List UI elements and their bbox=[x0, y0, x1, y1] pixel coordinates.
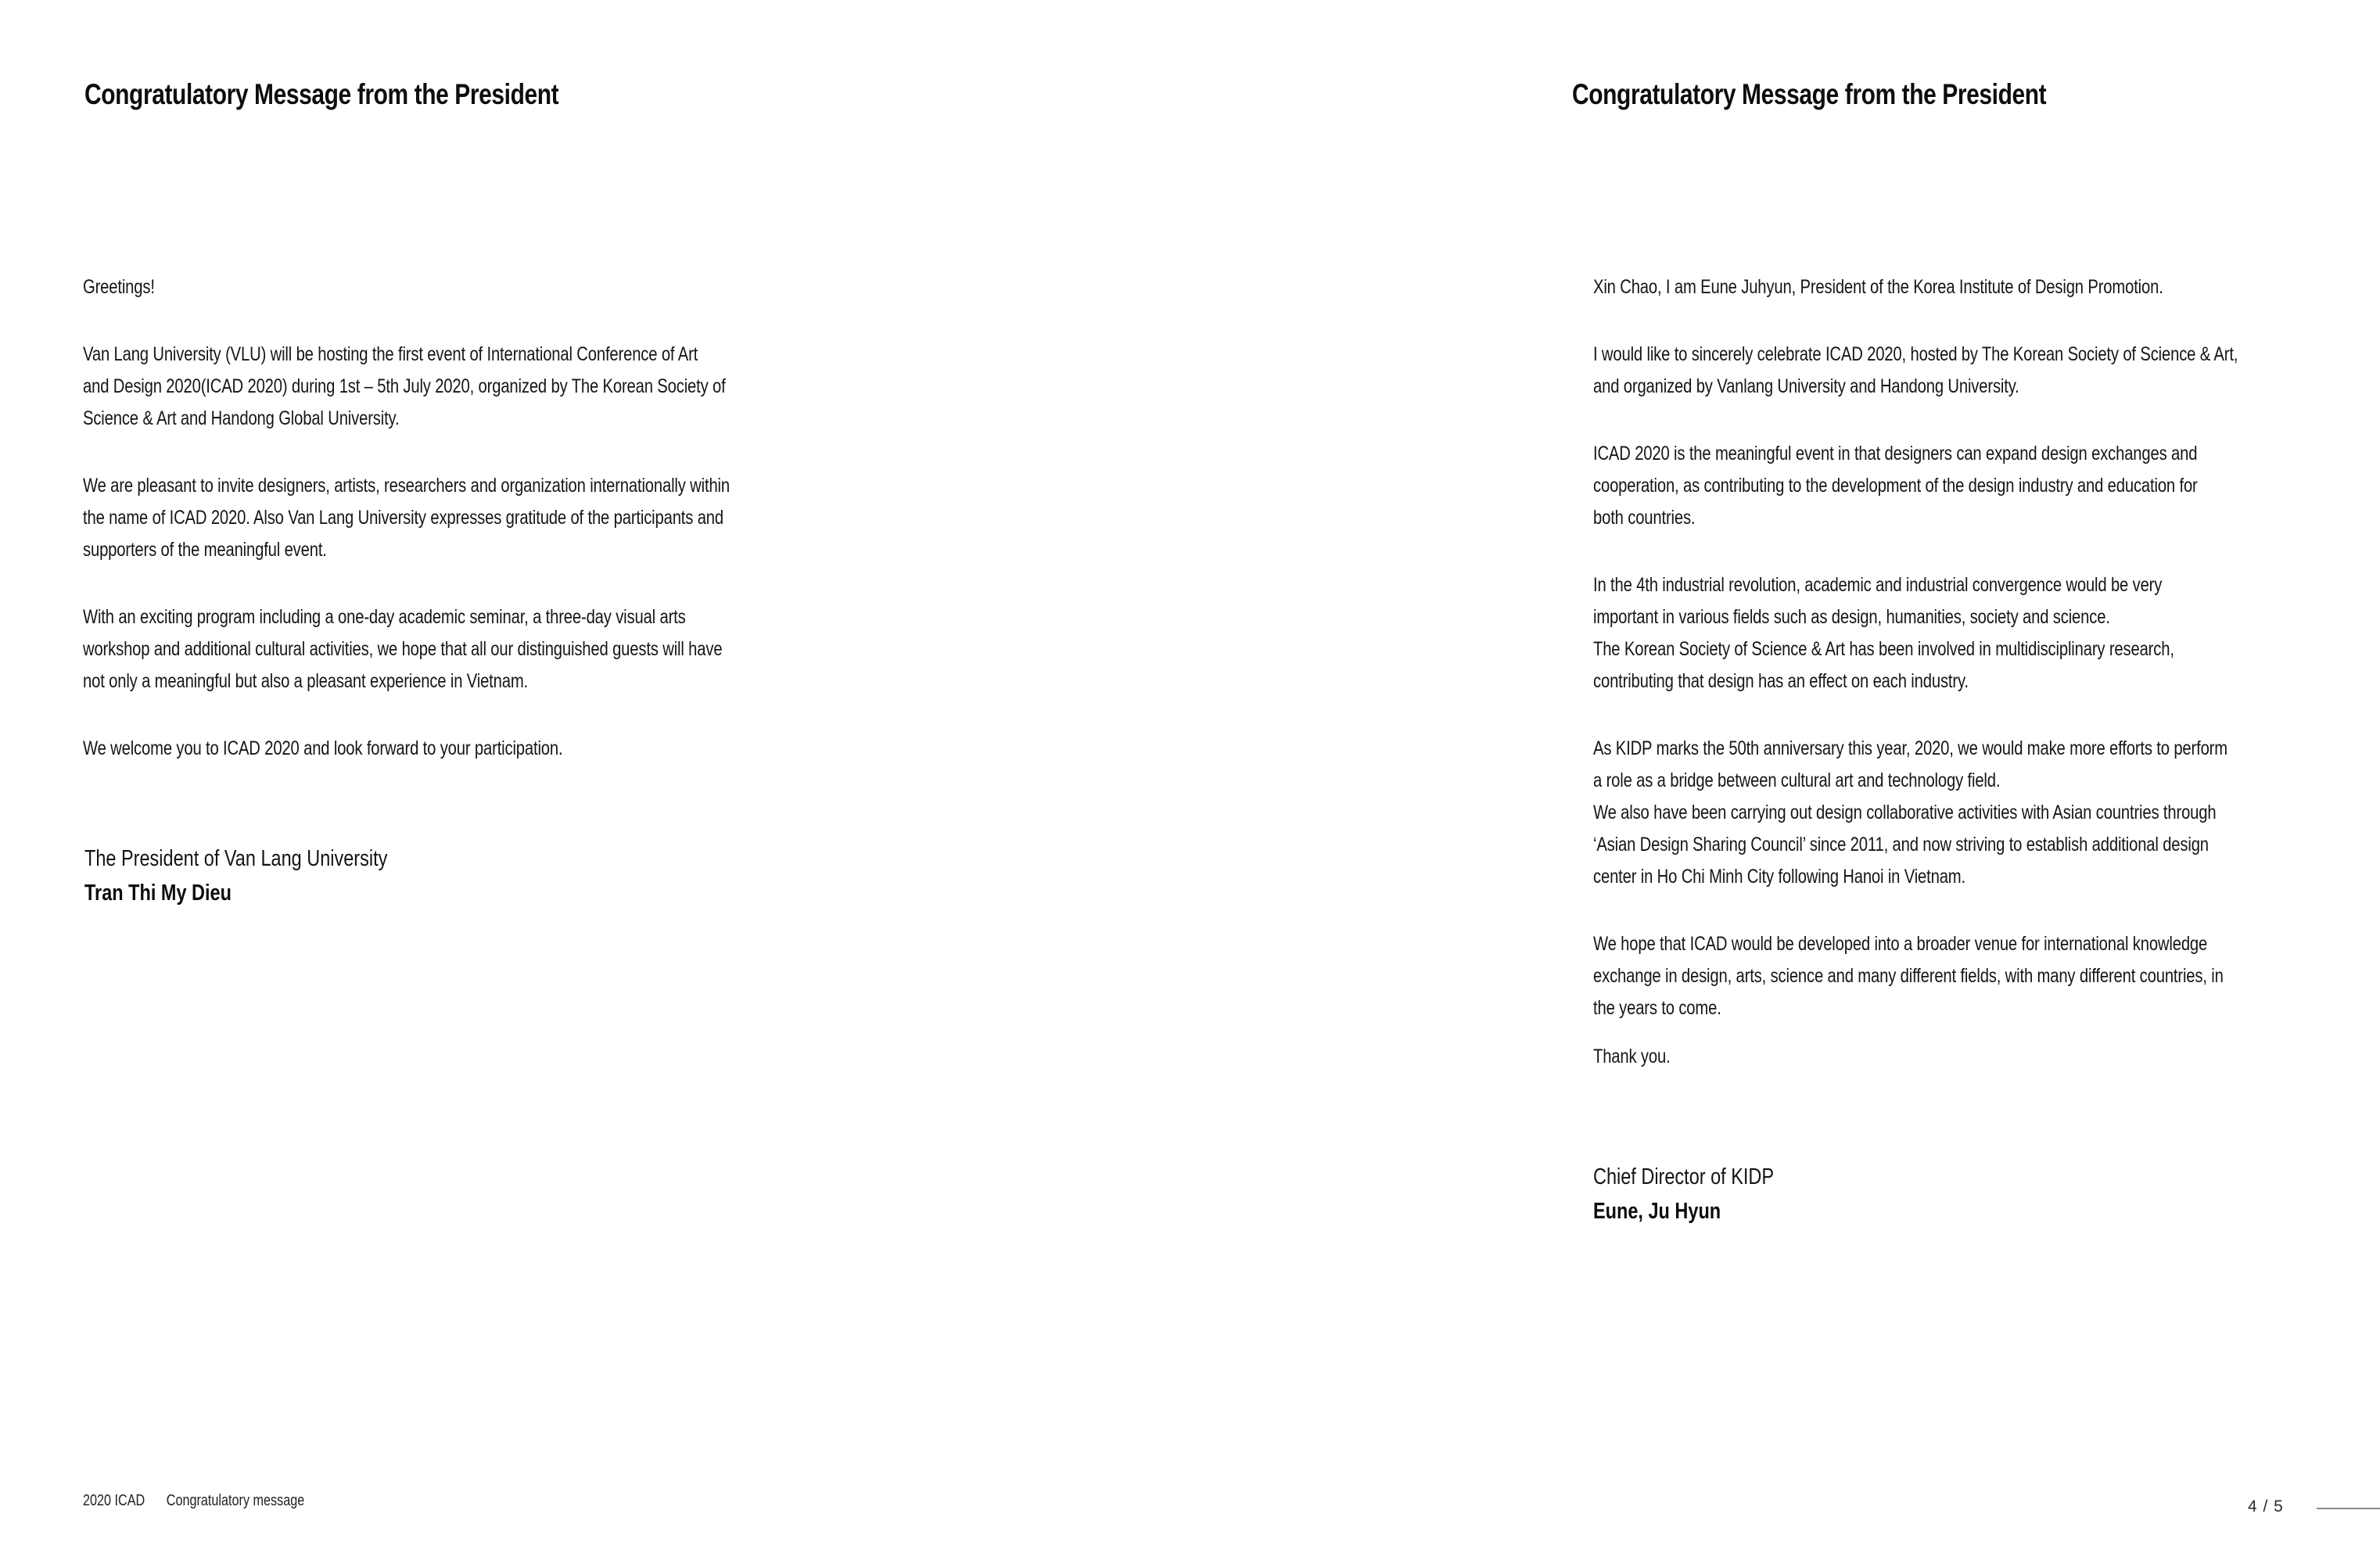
text-line: Science & Art and Handong Global University. bbox=[83, 407, 400, 429]
text-line: the years to come. bbox=[1593, 997, 1721, 1019]
footer-left bbox=[83, 1492, 304, 1510]
paragraph bbox=[1593, 1041, 2238, 1073]
text-line: workshop and additional cultural activities, we hope that all our distinguished guests will have bbox=[83, 638, 723, 660]
page-title: Congratulatory Message from the President bbox=[84, 78, 559, 110]
text-line: ICAD 2020 is the meaningful event in that designers can expand design exchanges and bbox=[1593, 443, 2198, 465]
text-line: We also have been carrying out design collaborative activities with Asian countries through bbox=[1593, 802, 2217, 823]
text-line: Thank you. bbox=[1593, 1046, 1671, 1067]
message-body bbox=[83, 271, 730, 800]
paragraph bbox=[1593, 569, 2238, 698]
message-body bbox=[1593, 271, 2238, 1108]
text-line: Greetings! bbox=[83, 276, 155, 298]
paragraph bbox=[83, 271, 730, 303]
paragraph bbox=[83, 339, 730, 435]
text-line: I would like to sincerely celebrate ICAD 2020, hosted by The Korean Society of Science & Art, bbox=[1593, 343, 2238, 365]
text-line: not only a meaningful but also a pleasant experience in Vietnam. bbox=[83, 670, 529, 692]
paragraph bbox=[83, 470, 730, 566]
text-line: Xin Chao, I am Eune Juhyun, President of the Korea Institute of Design Promotion. bbox=[1593, 276, 2163, 298]
signature-role: Chief Director of KIDP bbox=[1593, 1164, 1775, 1189]
text-line: and Design 2020(ICAD 2020) during 1st – 5th July 2020, organized by The Korean Society of bbox=[83, 375, 726, 397]
signature-name: Tran Thi My Dieu bbox=[84, 881, 232, 906]
footer-section-label: Congratulatory message bbox=[166, 1492, 305, 1509]
page-title: Congratulatory Message from the President bbox=[1572, 78, 2047, 110]
text-line: exchange in design, arts, science and many different fields, with many different countries, in bbox=[1593, 965, 2224, 987]
signature-block bbox=[1593, 1160, 1774, 1229]
footer-rule bbox=[2317, 1508, 2380, 1509]
text-line: and organized by Vanlang University and Handong University. bbox=[1593, 375, 2019, 397]
text-line: In the 4th industrial revolution, academic and industrial convergence would be very bbox=[1593, 574, 2163, 596]
paragraph bbox=[83, 601, 730, 698]
text-line: We are pleasant to invite designers, artists, researchers and organization internationally within bbox=[83, 475, 730, 497]
text-line: We welcome you to ICAD 2020 and look forward to your participation. bbox=[83, 737, 563, 759]
footer-event-label: 2020 ICAD bbox=[83, 1492, 145, 1509]
text-line: As KIDP marks the 50th anniversary this year, 2020, we would make more efforts to perform bbox=[1593, 737, 2227, 759]
text-line: both countries. bbox=[1593, 507, 1696, 529]
signature-block bbox=[84, 841, 387, 910]
text-line: a role as a bridge between cultural art and technology field. bbox=[1593, 769, 2001, 791]
text-line: The Korean Society of Science & Art has been involved in multidisciplinary research, bbox=[1593, 638, 2174, 660]
signature-name: Eune, Ju Hyun bbox=[1593, 1199, 1721, 1224]
text-line: We hope that ICAD would be developed into a broader venue for international knowledge bbox=[1593, 933, 2208, 955]
text-line: contributing that design has an effect on each industry. bbox=[1593, 670, 1969, 692]
text-line: cooperation, as contributing to the development of the design industry and education for bbox=[1593, 475, 2198, 497]
text-line: center in Ho Chi Minh City following Hanoi in Vietnam. bbox=[1593, 866, 1965, 888]
text-line: Van Lang University (VLU) will be hosting the first event of International Conference of Art bbox=[83, 343, 698, 365]
paragraph bbox=[1593, 271, 2238, 303]
signature-role: The President of Van Lang University bbox=[84, 846, 388, 871]
text-line: ‘Asian Design Sharing Council’ since 2011, and now striving to establish additional design bbox=[1593, 834, 2209, 856]
text-line: important in various fields such as design, humanities, society and science. bbox=[1593, 606, 2110, 628]
paragraph bbox=[1593, 733, 2238, 893]
paragraph bbox=[1593, 928, 2238, 1024]
text-line: supporters of the meaningful event. bbox=[83, 539, 327, 561]
paragraph bbox=[83, 733, 730, 765]
paragraph bbox=[1593, 438, 2238, 534]
page-number: 4 / 5 bbox=[2248, 1498, 2284, 1516]
paragraph bbox=[1593, 339, 2238, 403]
text-line: With an exciting program including a one-day academic seminar, a three-day visual arts bbox=[83, 606, 686, 628]
text-line: the name of ICAD 2020. Also Van Lang University expresses gratitude of the participants and bbox=[83, 507, 723, 529]
